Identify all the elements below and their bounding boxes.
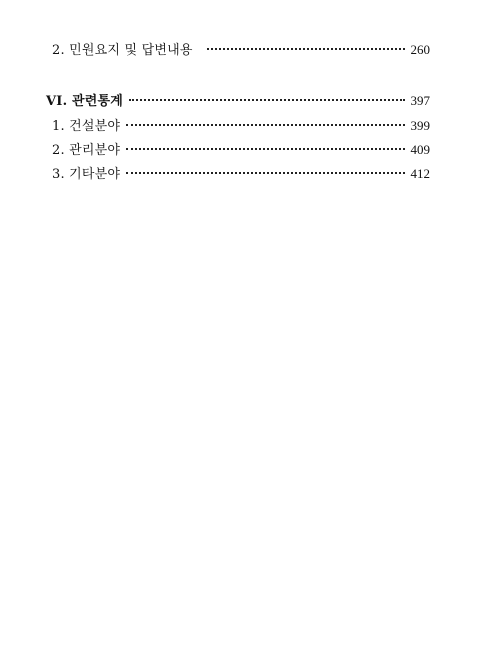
- toc-section-label: VI. 관련통계: [46, 94, 124, 109]
- toc-entry-label: 2. 관리분야: [52, 143, 121, 158]
- dot-leader: [126, 124, 404, 126]
- toc-entry-complaint-summary[interactable]: [52, 42, 430, 59]
- toc-entry-management[interactable]: [52, 142, 430, 159]
- toc-section-related-statistics[interactable]: [46, 93, 430, 110]
- toc-page-number: 409: [410, 142, 430, 157]
- toc-entry-label: 2. 민원요지 및 답변내용: [52, 43, 193, 58]
- dot-leader: [126, 148, 404, 150]
- toc-page-number: 260: [410, 42, 430, 57]
- toc-entry-label: 1. 건설분야: [52, 119, 121, 134]
- dot-leader: [129, 99, 404, 101]
- toc-page-number: 397: [410, 93, 430, 108]
- toc-entry-construction[interactable]: [52, 118, 430, 135]
- toc-page-number: 399: [410, 118, 430, 133]
- toc-entry-label: 3. 기타분야: [52, 167, 121, 182]
- dot-leader: [207, 48, 405, 50]
- toc-page-number: 412: [410, 166, 430, 181]
- toc-entry-other[interactable]: [52, 166, 430, 183]
- dot-leader: [126, 172, 404, 174]
